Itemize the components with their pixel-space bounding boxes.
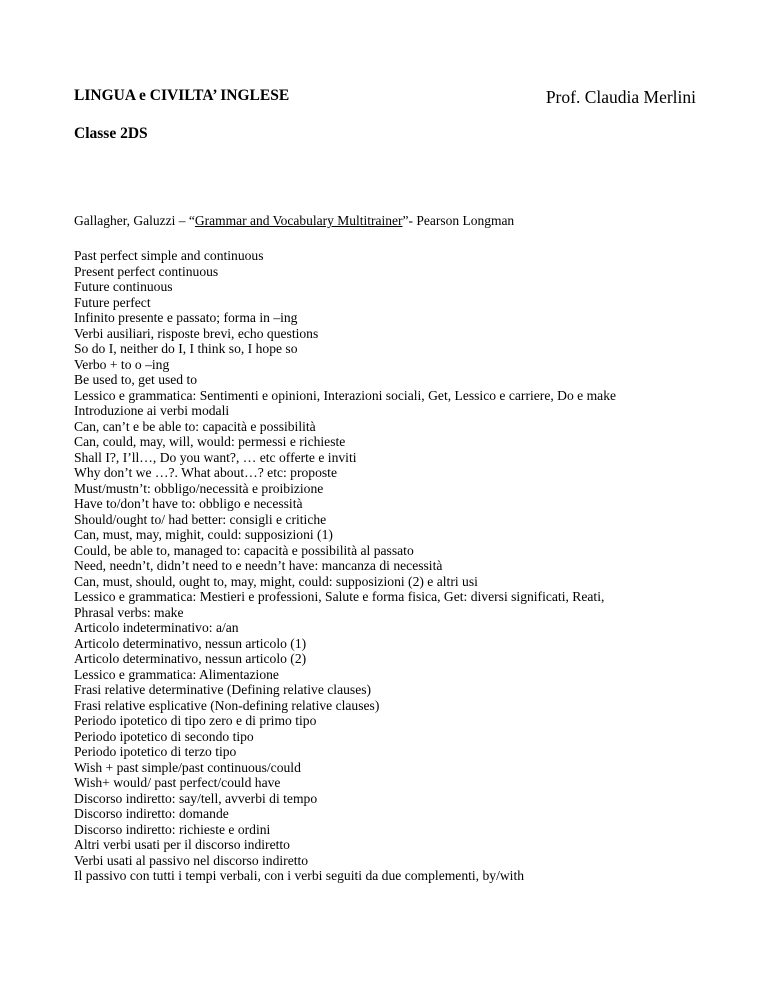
topic-item: Can, must, should, ought to, may, might, could: supposizioni (2) e altri usi xyxy=(74,573,478,589)
topic-item: Future perfect xyxy=(74,294,151,310)
topic-item: Past perfect simple and continuous xyxy=(74,248,264,263)
class-label: Classe 2DS xyxy=(74,125,148,142)
topic-item: Wish + past simple/past continuous/could xyxy=(74,759,301,775)
topic-item: Must/mustn’t: obbligo/necessità e proibizione xyxy=(74,480,324,496)
topic-item: Could, be able to, managed to: capacità e possibilità al passato xyxy=(74,542,414,558)
topic-item: Present perfect continuous xyxy=(74,263,219,279)
topic-item: Lessico e grammatica: Alimentazione xyxy=(74,666,279,682)
topic-item: Can, must, may, mighit, could: supposizioni (1) xyxy=(74,527,333,542)
topic-item: Wish+ would/ past perfect/could have xyxy=(74,775,281,790)
topic-item: Lessico e grammatica: Sentimenti e opinioni, Interazioni sociali, Get, Lessico e carriere, Do e make xyxy=(74,387,617,403)
topic-item: Future continuous xyxy=(74,279,173,294)
topic-item: Frasi relative esplicative (Non-defining relative clauses) xyxy=(74,697,380,713)
topic-item: Discorso indiretto: richieste e ordini xyxy=(74,821,271,837)
topic-item: Can, could, may, will, would: permessi e richieste xyxy=(74,434,346,449)
topic-item: Frasi relative determinative (Defining relative clauses) xyxy=(74,682,372,697)
topic-item: Discorso indiretto: domande xyxy=(74,806,229,821)
topic-item: Introduzione ai verbi modali xyxy=(74,403,230,418)
textbook-reference xyxy=(74,213,514,229)
textbook-publisher: ”- Pearson Longman xyxy=(402,213,515,228)
topic-item: Verbi usati al passivo nel discorso indiretto xyxy=(74,852,309,868)
topic-item: Periodo ipotetico di terzo tipo xyxy=(74,744,237,759)
topic-item: Phrasal verbs: make xyxy=(74,604,184,620)
topic-item: Verbi ausiliari, risposte brevi, echo questions xyxy=(74,325,319,341)
topic-item: So do I, neither do I, I think so, I hope so xyxy=(74,341,298,356)
topic-item: Articolo determinativo, nessun articolo (1) xyxy=(74,635,307,651)
topic-item: Altri verbi usati per il discorso indiretto xyxy=(74,837,290,852)
topic-item: Infinito presente e passato; forma in –ing xyxy=(74,310,298,325)
topic-item: Il passivo con tutti i tempi verbali, con i verbi seguiti da due complementi, by/with xyxy=(74,868,525,883)
topic-item: Articolo indeterminativo: a/an xyxy=(74,620,239,635)
textbook-authors: Gallagher, Galuzzi – “ xyxy=(74,213,195,228)
topic-item: Periodo ipotetico di tipo zero e di primo tipo xyxy=(74,713,317,728)
topic-item: Why don’t we …?. What about…? etc: proposte xyxy=(74,465,337,480)
teacher-name: Prof. Claudia Merlini xyxy=(545,87,696,107)
topic-item: Can, can’t e be able to: capacità e possibilità xyxy=(74,418,316,434)
topic-item: Be used to, get used to xyxy=(74,372,198,387)
topics-list xyxy=(74,248,714,884)
topic-item: Should/ought to/ had better: consigli e critiche xyxy=(74,511,327,527)
topic-item: Verbo + to o –ing xyxy=(74,356,170,372)
topic-item: Lessico e grammatica: Mestieri e professioni, Salute e forma fisica, Get: diversi significati, Reati, xyxy=(74,589,605,604)
topic-item: Periodo ipotetico di secondo tipo xyxy=(74,728,254,744)
topic-item: Shall I?, I’ll…, Do you want?, … etc offerte e inviti xyxy=(74,449,357,465)
document-header xyxy=(74,87,696,109)
topic-item: Articolo determinativo, nessun articolo (2) xyxy=(74,651,307,666)
topic-item: Have to/don’t have to: obbligo e necessità xyxy=(74,496,303,511)
course-title: LINGUA e CIVILTA’ INGLESE xyxy=(74,87,290,104)
topic-item: Discorso indiretto: say/tell, avverbi di tempo xyxy=(74,790,318,806)
topic-item: Need, needn’t, didn’t need to e needn’t have: mancanza di necessità xyxy=(74,558,443,573)
textbook-title: Grammar and Vocabulary Multitrainer xyxy=(194,213,403,228)
